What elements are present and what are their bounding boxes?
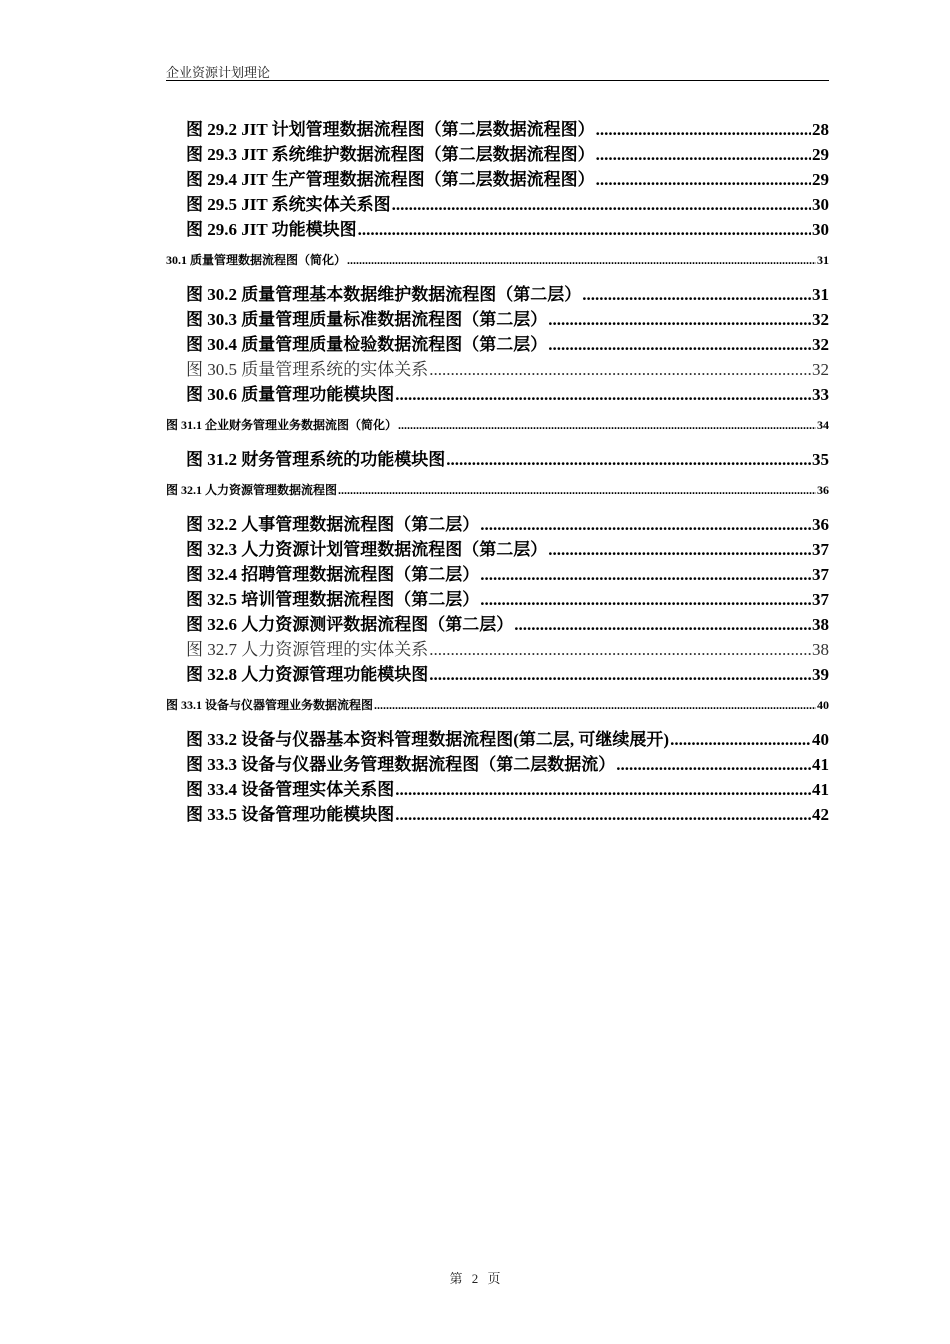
page-header bbox=[166, 60, 829, 81]
toc-leader-dots bbox=[514, 612, 811, 637]
toc-entry[interactable] bbox=[166, 481, 829, 500]
toc-entry[interactable] bbox=[166, 382, 829, 407]
toc-entry[interactable] bbox=[166, 282, 829, 307]
toc-entry-page: 38 bbox=[812, 640, 829, 659]
toc-entry[interactable] bbox=[166, 637, 829, 662]
toc-entry[interactable] bbox=[166, 332, 829, 357]
footer-page-number: 2 bbox=[471, 1271, 479, 1286]
toc-leader-dots bbox=[358, 217, 811, 242]
toc-entry-title: 图 33.3 设备与仪器业务管理数据流程图（第二层数据流） bbox=[186, 755, 616, 774]
toc-entry-page: 41 bbox=[812, 755, 829, 774]
toc-entry-title: 图 30.3 质量管理质量标准数据流程图（第二层） bbox=[186, 310, 548, 329]
toc-entry-page: 35 bbox=[812, 450, 829, 469]
toc-entry-title: 图 30.5 质量管理系统的实体关系 bbox=[186, 360, 429, 379]
toc-entry-page: 41 bbox=[812, 780, 829, 799]
toc-entry[interactable] bbox=[166, 357, 829, 382]
toc-entry-title: 图 32.2 人事管理数据流程图（第二层） bbox=[186, 515, 480, 534]
toc-leader-dots bbox=[548, 332, 811, 357]
toc-entry-page: 28 bbox=[812, 120, 829, 139]
toc-entry-title: 图 29.4 JIT 生产管理数据流程图（第二层数据流程图） bbox=[186, 170, 595, 189]
toc-entry-page: 31 bbox=[817, 253, 829, 267]
toc-entry-page: 34 bbox=[817, 418, 829, 432]
toc-leader-dots bbox=[429, 357, 811, 382]
toc-leader-dots bbox=[374, 696, 816, 715]
toc-entry[interactable] bbox=[166, 251, 829, 270]
toc-entry-title: 图 30.2 质量管理基本数据维护数据流程图（第二层） bbox=[186, 285, 582, 304]
toc-entry[interactable] bbox=[166, 587, 829, 612]
toc-entry[interactable] bbox=[166, 512, 829, 537]
toc-entry[interactable] bbox=[166, 307, 829, 332]
toc-entry-page: 40 bbox=[817, 698, 829, 712]
page-footer bbox=[0, 1268, 950, 1287]
toc-leader-dots bbox=[480, 562, 811, 587]
toc-entry-page: 31 bbox=[812, 285, 829, 304]
toc-leader-dots bbox=[670, 727, 811, 752]
toc-entry-page: 39 bbox=[812, 665, 829, 684]
toc-entry-title: 图 32.6 人力资源测评数据流程图（第二层） bbox=[186, 615, 514, 634]
toc-entry-title: 图 33.2 设备与仪器基本资料管理数据流程图(第二层, 可继续展开) bbox=[186, 730, 670, 749]
toc-entry[interactable] bbox=[166, 192, 829, 217]
toc-entry-title: 图 32.5 培训管理数据流程图（第二层） bbox=[186, 590, 480, 609]
footer-suffix: 页 bbox=[487, 1271, 501, 1286]
toc-entry[interactable] bbox=[166, 217, 829, 242]
toc-entry[interactable] bbox=[166, 117, 829, 142]
toc-entry-title: 图 30.4 质量管理质量检验数据流程图（第二层） bbox=[186, 335, 548, 354]
toc-entry[interactable] bbox=[166, 416, 829, 435]
toc-entry-page: 29 bbox=[812, 145, 829, 164]
toc-leader-dots bbox=[548, 537, 811, 562]
toc-entry-page: 40 bbox=[812, 730, 829, 749]
toc-entry-title: 图 32.3 人力资源计划管理数据流程图（第二层） bbox=[186, 540, 548, 559]
toc-leader-dots bbox=[480, 587, 811, 612]
toc-entry-page: 33 bbox=[812, 385, 829, 404]
toc-entry[interactable] bbox=[166, 696, 829, 715]
toc-entry[interactable] bbox=[166, 802, 829, 827]
toc-entry-title: 图 32.4 招聘管理数据流程图（第二层） bbox=[186, 565, 480, 584]
footer-prefix: 第 bbox=[449, 1271, 463, 1286]
toc-leader-dots bbox=[596, 117, 811, 142]
toc-entry[interactable] bbox=[166, 142, 829, 167]
toc-entry-title: 图 29.5 JIT 系统实体关系图 bbox=[186, 195, 391, 214]
toc-entry[interactable] bbox=[166, 447, 829, 472]
toc-leader-dots bbox=[480, 512, 811, 537]
toc-entry-title: 图 31.2 财务管理系统的功能模块图 bbox=[186, 450, 446, 469]
toc-leader-dots bbox=[338, 481, 816, 500]
toc-entry-page: 37 bbox=[812, 590, 829, 609]
toc-leader-dots bbox=[392, 192, 811, 217]
toc-entry-page: 29 bbox=[812, 170, 829, 189]
toc-entry-page: 42 bbox=[812, 805, 829, 824]
toc-entry-page: 30 bbox=[812, 195, 829, 214]
toc-entry-page: 32 bbox=[812, 360, 829, 379]
toc-entry[interactable] bbox=[166, 562, 829, 587]
toc-entry-page: 32 bbox=[812, 310, 829, 329]
toc-entry[interactable] bbox=[166, 662, 829, 687]
toc-entry[interactable] bbox=[166, 537, 829, 562]
toc-entry-title: 图 32.1 人力资源管理数据流程图 bbox=[166, 483, 338, 497]
toc-entry-page: 38 bbox=[812, 615, 829, 634]
table-of-figures bbox=[166, 117, 829, 827]
toc-leader-dots bbox=[429, 662, 811, 687]
header-title: 企业资源计划理论 bbox=[166, 65, 271, 80]
toc-leader-dots bbox=[429, 637, 811, 662]
toc-entry-page: 32 bbox=[812, 335, 829, 354]
toc-entry[interactable] bbox=[166, 752, 829, 777]
toc-leader-dots bbox=[395, 382, 811, 407]
toc-entry[interactable] bbox=[166, 727, 829, 752]
toc-leader-dots bbox=[596, 142, 811, 167]
toc-entry-title: 图 32.8 人力资源管理功能模块图 bbox=[186, 665, 429, 684]
toc-entry-title: 图 31.1 企业财务管理业务数据流图（简化） bbox=[166, 418, 398, 432]
toc-entry-page: 30 bbox=[812, 220, 829, 239]
toc-leader-dots bbox=[446, 447, 811, 472]
toc-entry-title: 图 33.5 设备管理功能模块图 bbox=[186, 805, 395, 824]
toc-entry[interactable] bbox=[166, 167, 829, 192]
toc-leader-dots bbox=[548, 307, 811, 332]
toc-leader-dots bbox=[395, 802, 811, 827]
toc-entry-page: 37 bbox=[812, 565, 829, 584]
toc-entry-title: 图 29.6 JIT 功能模块图 bbox=[186, 220, 357, 239]
toc-leader-dots bbox=[398, 416, 816, 435]
toc-entry-title: 图 32.7 人力资源管理的实体关系 bbox=[186, 640, 429, 659]
toc-leader-dots bbox=[347, 251, 816, 270]
toc-entry-page: 36 bbox=[812, 515, 829, 534]
toc-entry[interactable] bbox=[166, 777, 829, 802]
toc-leader-dots bbox=[395, 777, 811, 802]
toc-leader-dots bbox=[596, 167, 811, 192]
toc-leader-dots bbox=[582, 282, 811, 307]
toc-entry-title: 图 29.2 JIT 计划管理数据流程图（第二层数据流程图） bbox=[186, 120, 595, 139]
toc-entry-title: 图 33.1 设备与仪器管理业务数据流程图 bbox=[166, 698, 374, 712]
toc-entry[interactable] bbox=[166, 612, 829, 637]
toc-entry-title: 30.1 质量管理数据流程图（简化） bbox=[166, 253, 347, 267]
toc-entry-page: 37 bbox=[812, 540, 829, 559]
toc-entry-page: 36 bbox=[817, 483, 829, 497]
toc-entry-title: 图 33.4 设备管理实体关系图 bbox=[186, 780, 395, 799]
toc-entry-title: 图 29.3 JIT 系统维护数据流程图（第二层数据流程图） bbox=[186, 145, 595, 164]
toc-entry-title: 图 30.6 质量管理功能模块图 bbox=[186, 385, 395, 404]
toc-leader-dots bbox=[616, 752, 811, 777]
